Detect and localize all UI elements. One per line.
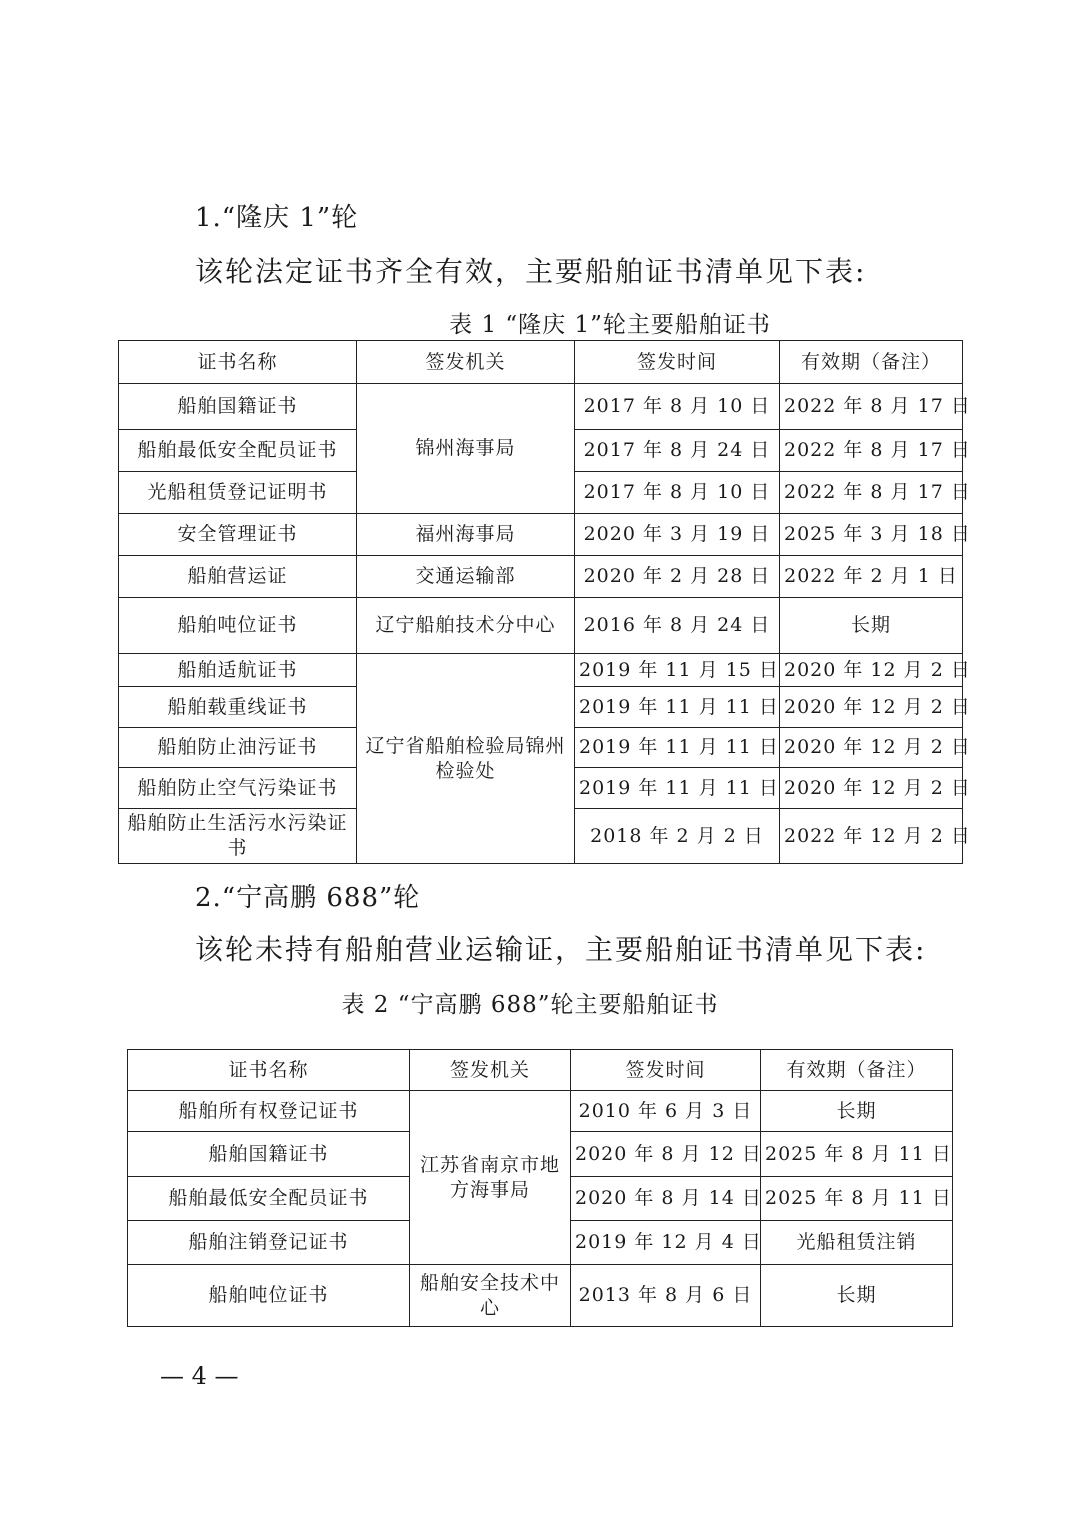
cert-name-cell: 船舶营运证: [119, 556, 357, 598]
column-header: 签发机关: [410, 1050, 571, 1091]
authority-cell: 福州海事局: [357, 514, 575, 556]
column-header: 签发时间: [575, 341, 780, 384]
validity-cell: 2020 年 12 月 2 日: [780, 687, 963, 728]
issue-date-cell: 2019 年 11 月 11 日: [575, 687, 780, 728]
validity-cell: 2025 年 8 月 11 日: [761, 1132, 953, 1177]
table-row: [119, 598, 963, 654]
validity-cell: 2025 年 3 月 18 日: [780, 514, 963, 556]
issue-date-cell: 2019 年 11 月 11 日: [575, 728, 780, 768]
cert-name-cell: 船舶国籍证书: [119, 384, 357, 430]
table-row: [119, 384, 963, 430]
table-1-caption: 表 1 “隆庆 1”轮主要船舶证书: [449, 312, 771, 338]
issue-date-cell: 2010 年 6 月 3 日: [571, 1091, 761, 1132]
validity-cell: 2022 年 8 月 17 日: [780, 430, 963, 472]
column-header: 签发时间: [571, 1050, 761, 1091]
issue-date-cell: 2019 年 11 月 15 日: [575, 654, 780, 687]
cert-name-cell: 安全管理证书: [119, 514, 357, 556]
issue-date-cell: 2017 年 8 月 10 日: [575, 384, 780, 430]
table-row: [128, 1265, 953, 1327]
cert-name-cell: 光船租赁登记证明书: [119, 472, 357, 514]
table-2-header-row: [128, 1050, 953, 1091]
validity-cell: 2022 年 2 月 1 日: [780, 556, 963, 598]
column-header: 签发机关: [357, 341, 575, 384]
table-2: [127, 1049, 953, 1327]
table-1: [118, 340, 971, 864]
table-row: [119, 514, 963, 556]
cert-name-cell: 船舶所有权登记证书: [128, 1091, 410, 1132]
authority-cell: 交通运输部: [357, 556, 575, 598]
issue-date-cell: 2013 年 8 月 6 日: [571, 1265, 761, 1327]
issue-date-cell: 2018 年 2 月 2 日: [575, 809, 780, 864]
validity-cell: 光船租赁注销: [761, 1221, 953, 1265]
issue-date-cell: 2016 年 8 月 24 日: [575, 598, 780, 654]
issue-date-cell: 2017 年 8 月 10 日: [575, 472, 780, 514]
column-header: 证书名称: [128, 1050, 410, 1091]
table-row: [119, 654, 963, 687]
cert-name-cell: 船舶国籍证书: [128, 1132, 410, 1177]
issue-date-cell: 2020 年 8 月 14 日: [571, 1177, 761, 1221]
table-2-caption: 表 2 “宁高鹏 688”轮主要船舶证书: [341, 992, 719, 1018]
column-header: 有效期（备注）: [780, 341, 963, 384]
cert-name-cell: 船舶最低安全配员证书: [119, 430, 357, 472]
section-1-heading: 1.“隆庆 1”轮: [195, 203, 359, 233]
validity-cell: 2020 年 12 月 2 日: [780, 768, 963, 809]
validity-cell: 2020 年 12 月 2 日: [780, 728, 963, 768]
authority-cell: 辽宁省船舶检验局锦州检验处: [357, 654, 575, 864]
validity-cell: 2022 年 8 月 17 日: [780, 384, 963, 430]
section-2-heading: 2.“宁高鹏 688”轮: [195, 883, 421, 913]
cert-name-cell: 船舶吨位证书: [119, 598, 357, 654]
cert-name-cell: 船舶适航证书: [119, 654, 357, 687]
authority-cell: 船舶安全技术中心: [410, 1265, 571, 1327]
cert-name-cell: 船舶防止油污证书: [119, 728, 357, 768]
issue-date-cell: 2019 年 11 月 11 日: [575, 768, 780, 809]
validity-cell: 长期: [761, 1091, 953, 1132]
issue-date-cell: 2020 年 2 月 28 日: [575, 556, 780, 598]
authority-cell: 江苏省南京市地方海事局: [410, 1091, 571, 1265]
validity-cell: 2022 年 12 月 2 日: [780, 809, 963, 864]
table-row: [119, 556, 963, 598]
issue-date-cell: 2019 年 12 月 4 日: [571, 1221, 761, 1265]
validity-cell: 长期: [761, 1265, 953, 1327]
section-2-intro: 该轮未持有船舶营业运输证，主要船舶证书清单见下表:: [195, 933, 927, 966]
column-header: 证书名称: [119, 341, 357, 384]
cert-name-cell: 船舶最低安全配员证书: [128, 1177, 410, 1221]
issue-date-cell: 2020 年 3 月 19 日: [575, 514, 780, 556]
cert-name-cell: 船舶防止生活污水污染证书: [119, 809, 357, 864]
issue-date-cell: 2017 年 8 月 24 日: [575, 430, 780, 472]
cert-name-cell: 船舶吨位证书: [128, 1265, 410, 1327]
authority-cell: 辽宁船舶技术分中心: [357, 598, 575, 654]
issue-date-cell: 2020 年 8 月 12 日: [571, 1132, 761, 1177]
cert-name-cell: 船舶注销登记证书: [128, 1221, 410, 1265]
table-row: [128, 1091, 953, 1132]
cert-name-cell: 船舶载重线证书: [119, 687, 357, 728]
cert-name-cell: 船舶防止空气污染证书: [119, 768, 357, 809]
validity-cell: 长期: [780, 598, 963, 654]
table-1-header-row: [119, 341, 963, 384]
validity-cell: 2025 年 8 月 11 日: [761, 1177, 953, 1221]
page-number: — 4 —: [160, 1362, 239, 1390]
validity-cell: 2022 年 8 月 17 日: [780, 472, 963, 514]
validity-cell: 2020 年 12 月 2 日: [780, 654, 963, 687]
column-header: 有效期（备注）: [761, 1050, 953, 1091]
authority-cell: 锦州海事局: [357, 384, 575, 514]
section-1-intro: 该轮法定证书齐全有效，主要船舶证书清单见下表:: [195, 255, 867, 288]
